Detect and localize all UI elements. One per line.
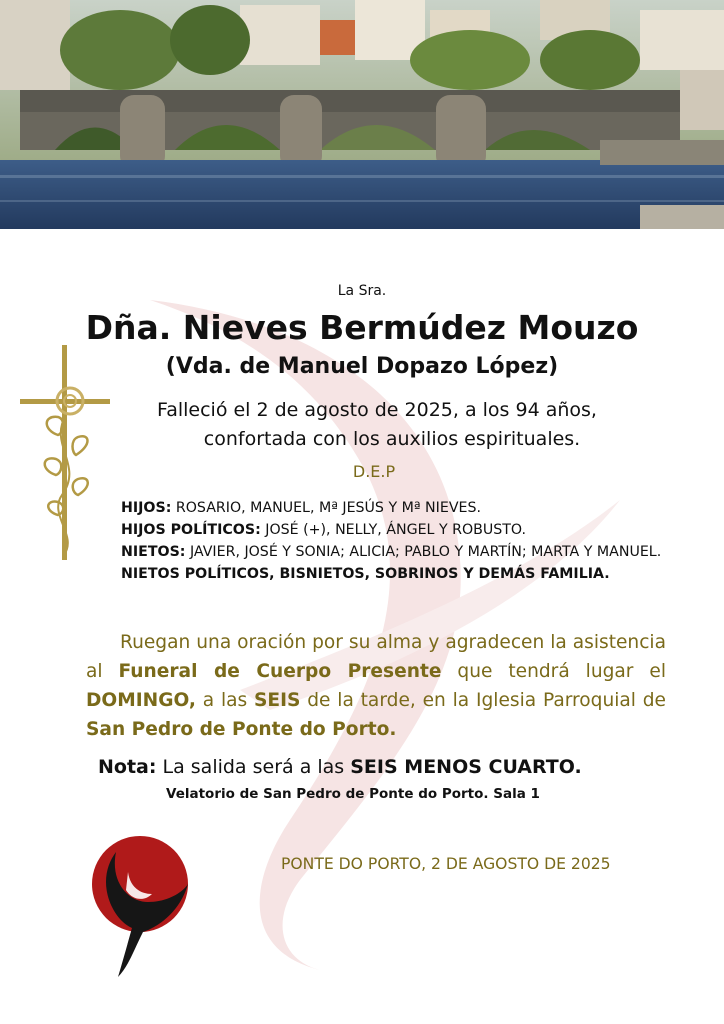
extended-family: NIETOS POLÍTICOS, BISNIETOS, SOBRINOS Y DEMÁS FAMILIA. <box>121 566 610 582</box>
label-hijos-politicos: HIJOS POLÍTICOS: <box>121 522 261 538</box>
request-day: DOMINGO, <box>86 690 196 711</box>
family-row-nietos <box>121 541 681 563</box>
request-part-1: Ruegan una oración por su alma y agradecen la asistencia al <box>86 632 666 682</box>
value-hijos: ROSARIO, MANUEL, Mª JESÚS Y Mª NIEVES. <box>171 500 482 516</box>
label-nietos: NIETOS: <box>121 544 186 560</box>
note-text: La salida será a las <box>156 756 351 778</box>
death-line-1: Falleció el 2 de agosto de 2025, a los 94 años, <box>157 399 597 421</box>
deceased-name: Dña. Nieves Bermúdez Mouzo <box>85 308 639 347</box>
request-funeral: Funeral de Cuerpo Presente <box>118 661 442 682</box>
note-time: SEIS MENOS CUARTO. <box>350 756 582 778</box>
request-church: San Pedro de Ponte do Porto. <box>86 719 397 740</box>
funeral-home-logo-icon <box>88 832 198 982</box>
widow-line: (Vda. de Manuel Dopazo López) <box>165 354 559 379</box>
value-nietos: JAVIER, JOSÉ Y SONIA; ALICIA; PABLO Y MARTÍN; MARTA Y MANUEL. <box>185 544 662 560</box>
velatorio-line: Velatorio de San Pedro de Ponte do Porto. Sala 1 <box>166 786 540 802</box>
family-row-extended <box>121 563 681 585</box>
funeral-request <box>86 628 666 744</box>
family-row-hijos <box>121 497 681 519</box>
family-list <box>121 497 681 585</box>
request-part-2: que tendrá lugar el <box>441 661 666 682</box>
family-row-hijos-politicos <box>121 519 681 541</box>
note-line <box>98 756 582 778</box>
death-statement <box>0 396 724 454</box>
dep-text: D.E.P <box>352 462 396 481</box>
death-line-2: confortada con los auxilios espirituales. <box>203 428 581 450</box>
request-hour: SEIS <box>254 690 301 711</box>
header-bridge-photo <box>0 0 724 229</box>
value-hijos-politicos: JOSÉ (+), NELLY, ÁNGEL Y ROBUSTO. <box>260 522 527 538</box>
request-part-4: de la tarde, en la Iglesia Parroquial de <box>300 690 667 711</box>
place-date: PONTE DO PORTO, 2 DE AGOSTO DE 2025 <box>281 855 611 873</box>
note-label: Nota: <box>98 756 157 778</box>
label-hijos: HIJOS: <box>121 500 172 516</box>
intro-text: La Sra. <box>337 283 387 299</box>
request-part-3: a las <box>195 690 255 711</box>
